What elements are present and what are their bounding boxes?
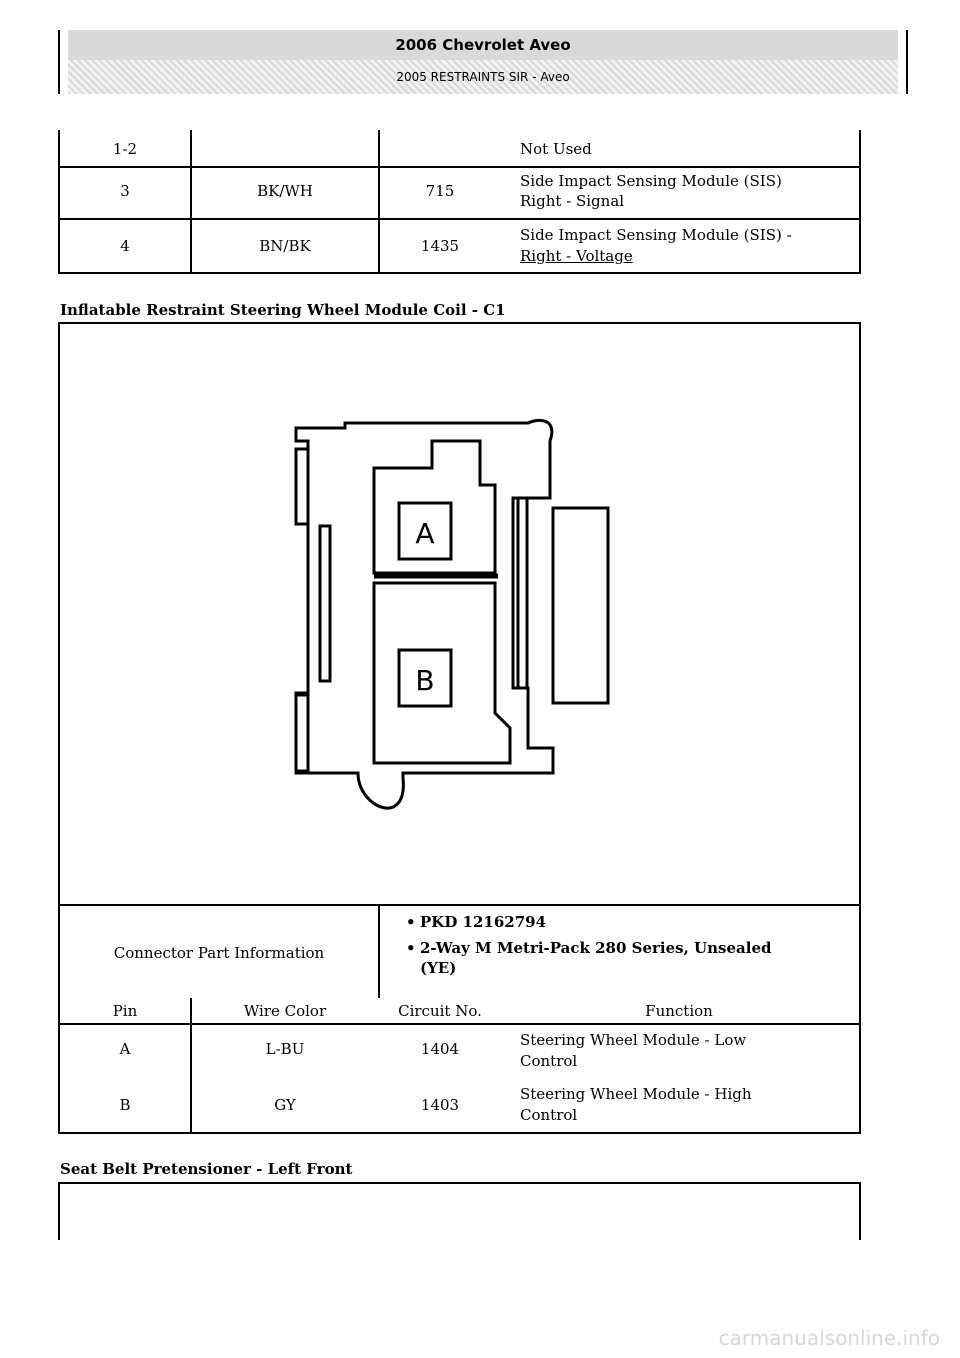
pin-b-label: B xyxy=(415,664,435,697)
table-cell-function: Not Used xyxy=(520,140,592,158)
table-cell-circuit: 1403 xyxy=(420,1096,460,1114)
table-cell-function: Side Impact Sensing Module (SIS) - xyxy=(520,226,792,244)
table-cell-function: Steering Wheel Module - Low xyxy=(520,1031,747,1049)
table-cell-function: Control xyxy=(520,1106,578,1124)
table-cell-wire: BN/BK xyxy=(259,237,311,255)
table-cell-function: Right - Signal xyxy=(520,192,625,210)
table-cell-wire: GY xyxy=(274,1096,296,1114)
pin-a-label: A xyxy=(415,517,435,550)
table-cell-function: Control xyxy=(520,1052,578,1070)
section-title: Inflatable Restraint Steering Wheel Module Coil - C1 xyxy=(60,301,506,319)
part-description: • 2-Way M Metri-Pack 280 Series, Unsealed (YE) xyxy=(406,938,856,978)
watermark: carmanualsonline.info xyxy=(718,1326,940,1350)
column-header-circuit: Circuit No. xyxy=(398,1002,482,1020)
table-cell-function: Side Impact Sensing Module (SIS) xyxy=(520,172,782,190)
column-header-pin: Pin xyxy=(112,1002,138,1020)
table-cell-pin: A xyxy=(119,1040,131,1058)
section-title: Seat Belt Pretensioner - Left Front xyxy=(60,1160,353,1178)
connector-diagram xyxy=(58,323,861,903)
table-cell-pin: 1-2 xyxy=(112,140,138,158)
section2-box xyxy=(58,1182,861,1240)
connector-part-info-label: Connector Part Information xyxy=(113,944,325,962)
table-cell-function: Right - Voltage xyxy=(520,247,633,265)
page-header xyxy=(58,30,908,94)
table-cell-pin: 4 xyxy=(120,237,130,255)
table-cell-pin: B xyxy=(119,1096,131,1114)
table-cell-pin: 3 xyxy=(120,182,130,200)
column-header-wire-color: Wire Color xyxy=(243,1002,327,1020)
table-cell-circuit: 715 xyxy=(425,182,455,200)
table-cell-wire: BK/WH xyxy=(257,182,313,200)
table-cell-function: Steering Wheel Module - High xyxy=(520,1085,752,1103)
header-subtitle: 2005 RESTRAINTS SIR - Aveo xyxy=(68,60,898,94)
header-title: 2006 Chevrolet Aveo xyxy=(68,30,898,60)
table-cell-circuit: 1404 xyxy=(420,1040,460,1058)
table-cell-circuit: 1435 xyxy=(420,237,460,255)
column-header-function: Function xyxy=(645,1002,713,1020)
part-number: • PKD 12162794 xyxy=(406,912,856,932)
table-cell-wire: L-BU xyxy=(265,1040,305,1058)
part-info-list xyxy=(406,912,856,978)
